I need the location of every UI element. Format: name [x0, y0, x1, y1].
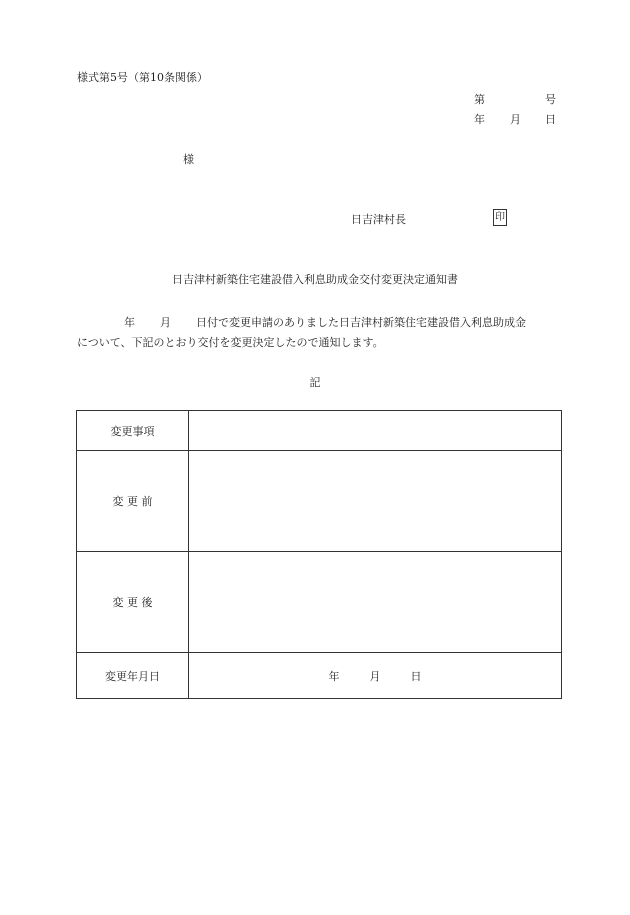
- before-change-label: 変 更 前: [77, 451, 189, 552]
- change-date-day: 日: [410, 669, 422, 683]
- change-date-year: 年: [328, 669, 340, 683]
- change-item-label: 変更事項: [77, 411, 189, 451]
- change-date-label: 変更年月日: [77, 653, 189, 699]
- issue-year-label: 年: [474, 113, 485, 126]
- issue-month-label: 月: [510, 113, 521, 126]
- change-date-month: 月: [369, 669, 381, 683]
- after-change-label: 変 更 後: [77, 552, 189, 653]
- table-row-after: [77, 552, 562, 653]
- document-number-prefix: 第: [474, 93, 485, 106]
- table-row-change-date: [77, 653, 562, 699]
- body-line-2: について、下記のとおり交付を変更決定したので通知します。: [77, 336, 384, 349]
- document-number-suffix: 号: [545, 93, 556, 106]
- change-item-value: [189, 411, 562, 451]
- change-date-value: [189, 653, 562, 699]
- table-row-change-item: [77, 411, 562, 451]
- before-change-value: [189, 451, 562, 552]
- form-label: 様式第5号（第10条関係）: [77, 71, 208, 84]
- seal-stamp: 印: [493, 209, 507, 226]
- document-title: 日吉津村新築住宅建設借入利息助成金交付変更決定通知書: [172, 273, 458, 286]
- ki-heading: 記: [309, 376, 321, 389]
- body-month-label: 月: [160, 316, 171, 329]
- sender-name: 日吉津村長: [351, 213, 406, 226]
- change-details-table: [76, 410, 562, 699]
- body-line-1: 日付で変更申請のありました日吉津村新築住宅建設借入利息助成金: [196, 316, 526, 329]
- addressee-honorific: 様: [183, 153, 194, 166]
- body-year-label: 年: [124, 316, 135, 329]
- issue-day-label: 日: [545, 113, 556, 126]
- after-change-value: [189, 552, 562, 653]
- table-row-before: [77, 451, 562, 552]
